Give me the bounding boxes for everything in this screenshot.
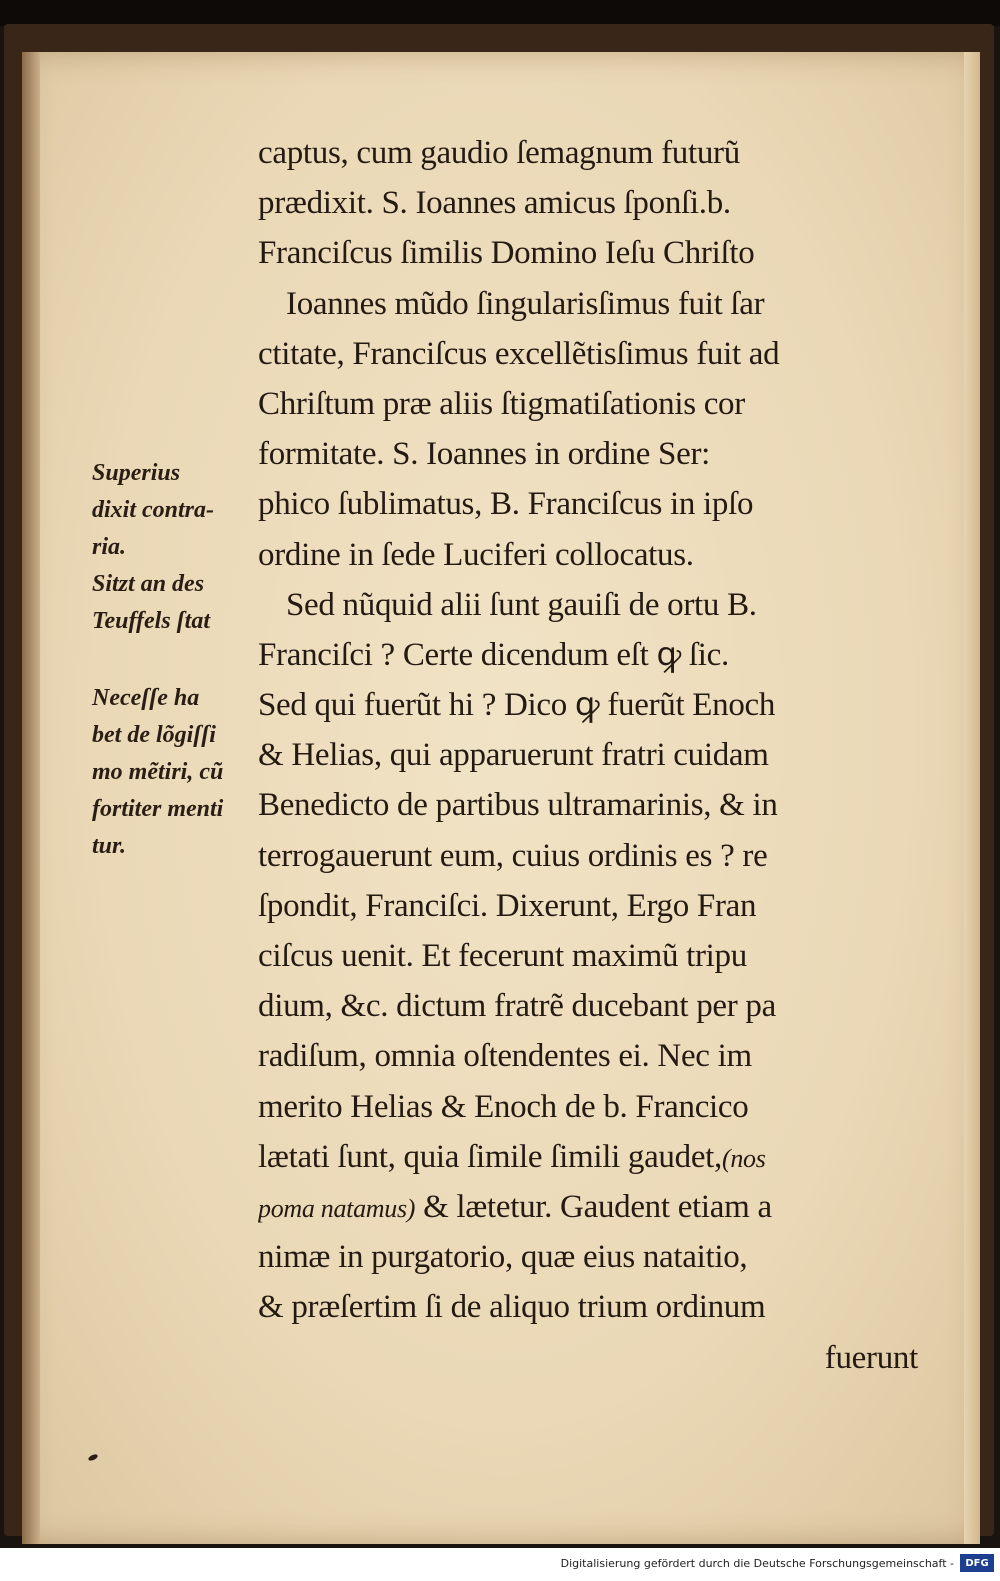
text-line: Chriſtum præ aliis ſtigmatiſationis cor [258, 385, 745, 422]
text-line: Sed nũquid alii ſunt gauiſi de ortu B. [286, 586, 757, 623]
text-line: ſpondit, Franciſci. Dixerunt, Ergo Fran [258, 887, 757, 924]
text-line: ctitate, Franciſcus excellẽtisſimus fuit ad [258, 335, 780, 372]
text-line [258, 1132, 938, 1182]
marginal-note [92, 680, 262, 865]
text-line: nimæ in purgatorio, quæ eius nataitio, [258, 1239, 748, 1276]
marginal-note-line: ria. [92, 534, 127, 560]
marginal-note-line: Neceſſe ha [92, 685, 200, 711]
marginal-note-line: tur. [92, 833, 127, 859]
text-line: phico ſublimatus, B. Franciſcus in ipſo [258, 486, 754, 523]
text-line [258, 1182, 938, 1232]
text-line: captus, cum gaudio ſemagnum futurũ [258, 135, 740, 171]
text-line: terrogauerunt eum, cuius ordinis es ? re [258, 837, 768, 874]
text-line-part: lætati ſunt, quia ſimile ſimili gaudet, [258, 1138, 722, 1175]
text-line: Sed qui fuerũt hi ? Dico ꝙ fuerũt Enoch [258, 687, 776, 724]
page-spine-edge [22, 52, 40, 1544]
text-line: Ioannes mũdo ſingularisſimus fuit ſar [286, 285, 765, 322]
text-line: ciſcus uenit. Et fecerunt maximũ tripu [258, 938, 747, 974]
marginal-note-line: Superius [92, 460, 181, 486]
text-line-part: & lætetur. Gaudent etiam a [423, 1188, 772, 1225]
marginal-note [92, 566, 262, 640]
text-line: Franciſci ? Certe dicendum eſt ꝙ ſic. [258, 636, 729, 673]
dfg-logo-icon: DFG [960, 1554, 994, 1572]
text-line: merito Helias & Enoch de b. Francico [258, 1088, 749, 1125]
marginal-note-line: Teuffels ſtat [92, 608, 210, 634]
text-line: & præſertim ſi de aliquo trium ordinum [258, 1289, 766, 1326]
marginal-note-line: bet de lõgiſſi [92, 722, 216, 748]
text-line: formitate. S. Ioannes in ordine Ser: [258, 436, 711, 473]
main-text-block [258, 128, 938, 1383]
page-right-edge [964, 52, 980, 1544]
marginal-note-line: Sitzt an des [92, 571, 205, 597]
digitization-footer [0, 1548, 1000, 1581]
marginal-notes [92, 455, 262, 865]
scanner-top-border [0, 0, 1000, 26]
catchword: fuerunt [824, 1339, 918, 1376]
marginal-note-line: mo mẽtiri, cũ [92, 759, 224, 785]
text-line: dium, &c. dictum fratrẽ ducebant per pa [258, 988, 776, 1025]
marginal-spacer [92, 640, 262, 680]
text-line: radiſum, omnia oſtendentes ei. Nec im [258, 1038, 752, 1075]
inline-italic-text: poma natamus) [258, 1193, 416, 1223]
text-line: Benedicto de partibus ultramarinis, & in [258, 787, 778, 824]
funding-credit-text: Digitalisierung gefördert durch die Deutsche Forschungsgemeinschaft - [560, 1557, 954, 1570]
text-line: prædixit. S. Ioannes amicus ſponſi.b. [258, 185, 731, 222]
text-line: Franciſcus ſimilis Domino Ieſu Chriſto [258, 235, 755, 272]
inline-italic-text: (nos [722, 1143, 766, 1173]
marginal-note-line: dixit contra- [92, 497, 215, 523]
marginal-note-line: fortiter menti [92, 796, 224, 822]
text-line: ordine in ſede Luciferi collocatus. [258, 536, 694, 573]
text-line: & Helias, qui apparuerunt fratri cuidam [258, 737, 769, 774]
marginal-note [92, 455, 262, 566]
